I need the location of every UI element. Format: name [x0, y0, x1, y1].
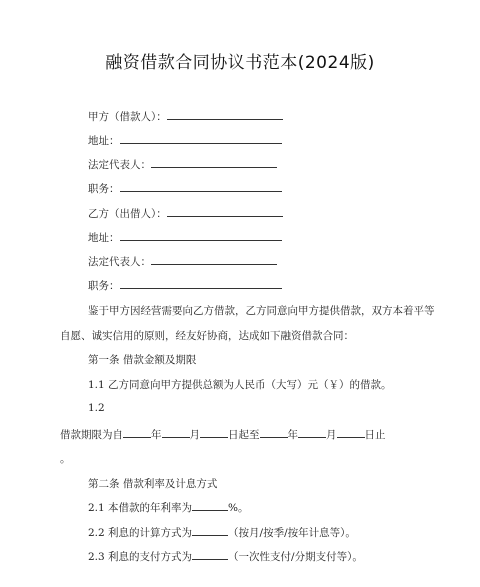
end-month-label: 月: [326, 429, 337, 441]
start-day-label: 日起至: [228, 429, 260, 441]
party-a-rep-blank: [151, 157, 277, 168]
end-year-label: 年: [287, 429, 298, 441]
clause-2-2-prefix: 2.2 利息的计算方式为: [88, 527, 193, 539]
start-month-label: 月: [189, 429, 200, 441]
party-b-address-field: [88, 230, 282, 245]
clause-2-3-prefix: 2.3 利息的支付方式为: [88, 551, 193, 563]
start-day-blank: [200, 427, 228, 438]
party-a-name-field: [88, 109, 283, 124]
article-2-heading: 第二条 借款利率及计息方式: [88, 478, 218, 490]
start-year-label: 年: [151, 429, 162, 441]
party-a-address-field: [88, 133, 282, 148]
clause-2-3: [88, 549, 363, 564]
party-a-name-blank: [167, 109, 283, 120]
party-a-name-label: 甲方（借款人）：: [88, 111, 167, 123]
party-b-rep-field: [88, 254, 277, 269]
party-a-address-label: 地址：: [88, 135, 120, 147]
clause-2-3-suffix: （一次性支付/分期支付等）。: [228, 551, 363, 563]
clause-2-1-suffix: %。: [228, 502, 249, 514]
party-a-position-blank: [120, 181, 282, 192]
party-b-position-label: 职务：: [88, 280, 120, 292]
party-b-position-blank: [120, 278, 282, 289]
article-1-heading: 第一条 借款金额及期限: [88, 354, 197, 366]
party-b-rep-label: 法定代表人：: [88, 256, 151, 268]
party-b-position-field: [88, 278, 282, 293]
clause-2-2-suffix: （按月/按季/按年计息等）。: [228, 527, 356, 539]
intro-line-2: 自愿、诚实信用的原则，经友好协商，达成如下融资借款合同：: [60, 330, 354, 342]
loan-term-prefix: 借款期限为自: [60, 429, 123, 441]
party-b-address-blank: [120, 230, 282, 241]
party-b-rep-blank: [151, 254, 277, 265]
party-a-rep-field: [88, 157, 277, 172]
loan-term-end: 。: [60, 453, 71, 465]
clause-2-2: [88, 525, 356, 540]
party-b-name-label: 乙方（出借人）：: [88, 208, 167, 220]
document-title: 融资借款合同协议书范本(2024版): [105, 53, 375, 73]
start-month-blank: [162, 427, 190, 438]
intro-line-1: 鉴于甲方因经营需要向乙方借款，乙方同意向甲方提供借款，双方本着平等: [88, 305, 435, 317]
interest-rate-blank: [192, 500, 228, 511]
clause-2-1: [88, 500, 249, 515]
party-b-name-blank: [167, 206, 283, 217]
party-a-position-label: 职务：: [88, 183, 120, 195]
clause-1-1: 1.1 乙方同意向甲方提供总额为人民币（大写）元（￥）的借款。: [88, 379, 392, 391]
party-a-position-field: [88, 181, 282, 196]
end-day-blank: [337, 427, 365, 438]
party-b-name-field: [88, 206, 283, 221]
clause-1-2: 1.2: [88, 402, 105, 414]
party-a-address-blank: [120, 133, 282, 144]
end-day-label: 日止: [364, 429, 386, 441]
end-year-blank: [260, 427, 288, 438]
start-year-blank: [123, 427, 151, 438]
interest-calc-blank: [192, 525, 228, 536]
party-a-rep-label: 法定代表人：: [88, 159, 151, 171]
clause-2-1-prefix: 2.1 本借款的年利率为: [88, 502, 193, 514]
end-month-blank: [298, 427, 326, 438]
interest-payment-blank: [192, 549, 228, 560]
loan-term-line: [60, 427, 386, 442]
party-b-address-label: 地址：: [88, 232, 120, 244]
